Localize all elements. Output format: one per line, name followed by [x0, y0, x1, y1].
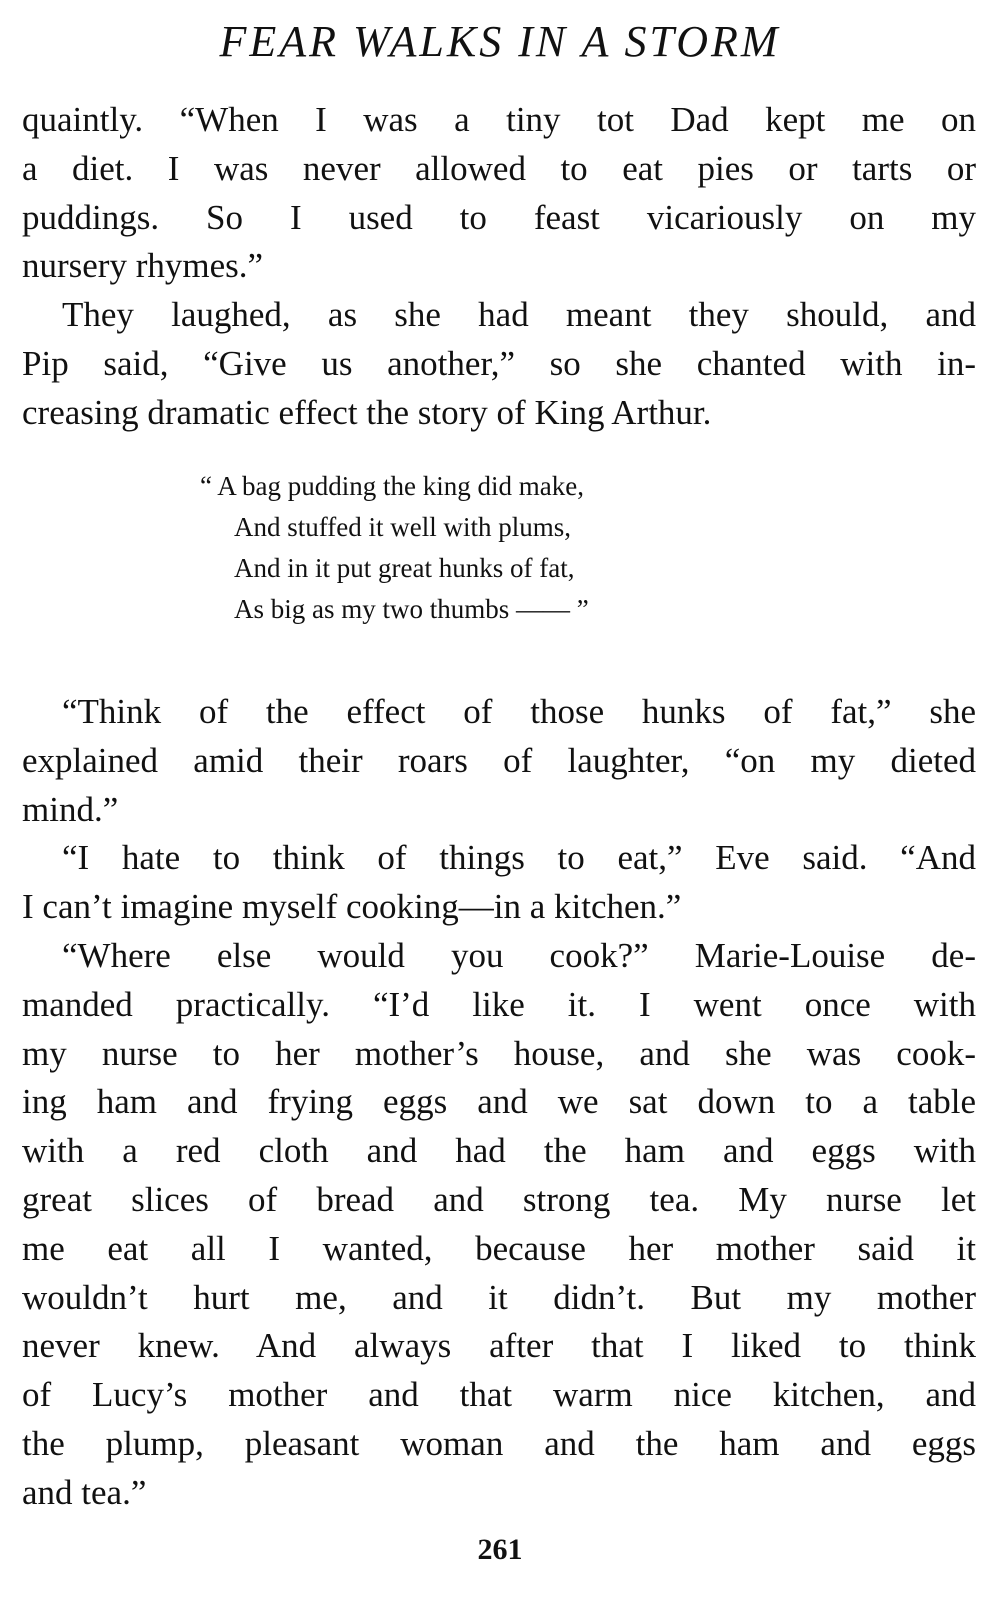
prose-after-verse — [22, 688, 976, 1518]
text-line: never knew. And always after that I liked to think — [22, 1326, 976, 1366]
verse-line: As big as my two thumbs —— ” — [234, 594, 589, 624]
verse-line: And in it put great hunks of fat, — [234, 553, 575, 583]
text-line: They laughed, as she had meant they should, and — [62, 295, 976, 335]
prose-before-verse — [22, 96, 976, 438]
text-line: of Lucy’s mother and that warm nice kitchen, and — [22, 1375, 976, 1415]
verse-line: And stuffed it well with plums, — [234, 512, 571, 542]
text-line: “Think of the effect of those hunks of fat,” she — [62, 692, 976, 731]
text-line: “I hate to think of things to eat,” Eve said. “And — [62, 838, 976, 878]
text-line: nursery rhymes.” — [22, 246, 264, 286]
text-line: Pip said, “Give us another,” so she chanted with in- — [22, 343, 976, 383]
text-line: I can’t imagine myself cooking—in a kitchen.” — [22, 887, 682, 927]
text-line: manded practically. “I’d like it. I went once with — [22, 984, 976, 1024]
text-line: wouldn’t hurt me, and it didn’t. But my mother — [22, 1277, 976, 1317]
text-line: with a red cloth and had the ham and eggs with — [22, 1131, 976, 1171]
running-head: FEAR WALKS IN A STORM — [219, 17, 781, 66]
text-line: ing ham and frying eggs and we sat down to a table — [22, 1082, 976, 1122]
text-line: my nurse to her mother’s house, and she was cook- — [22, 1033, 976, 1073]
text-line: and tea.” — [22, 1472, 147, 1512]
text-line: the plump, pleasant woman and the ham and eggs — [22, 1423, 976, 1463]
text-line: me eat all I wanted, because her mother said it — [22, 1228, 976, 1268]
text-line: great slices of bread and strong tea. My nurse let — [22, 1179, 976, 1219]
page-number: 261 — [477, 1533, 523, 1566]
text-line: “Where else would you cook?” Marie-Louise de- — [62, 935, 976, 975]
verse-block — [200, 466, 820, 630]
verse-line: “ A bag pudding the king did make, — [200, 471, 584, 501]
text-line: puddings. So I used to feast vicariously on my — [22, 197, 976, 237]
text-line: mind.” — [22, 789, 119, 829]
text-line: creasing dramatic effect the story of King Arthur. — [22, 392, 712, 432]
text-line: explained amid their roars of laughter, “on my dieted — [22, 740, 976, 780]
text-line: quaintly. “When I was a tiny tot Dad kept me on — [22, 100, 976, 139]
text-line: a diet. I was never allowed to eat pies or tarts or — [22, 148, 976, 188]
